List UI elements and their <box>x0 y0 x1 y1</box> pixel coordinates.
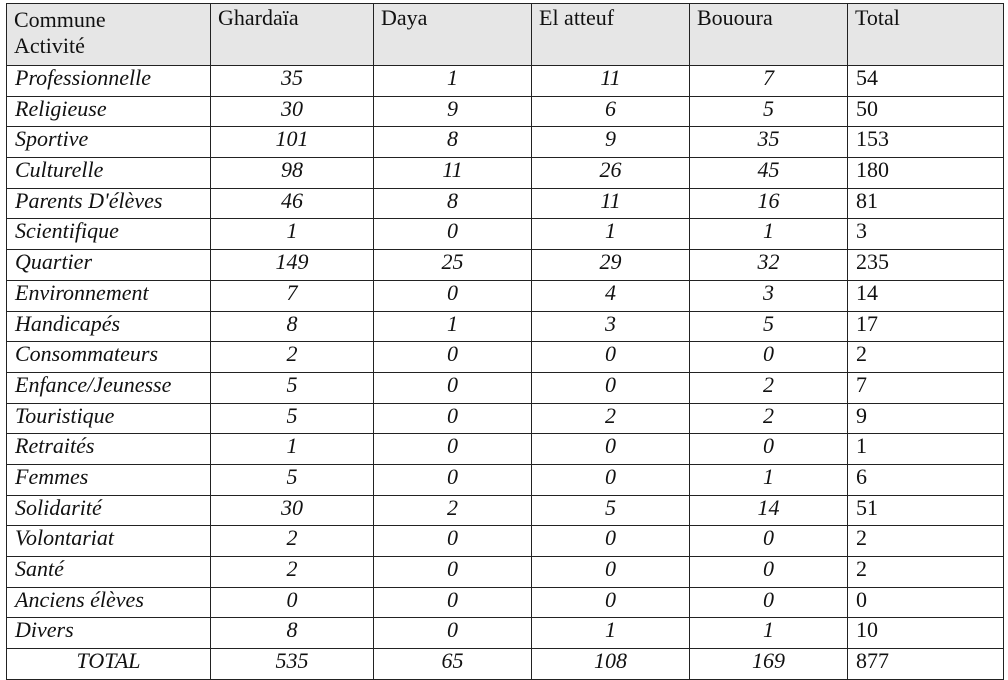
table-row <box>7 372 1004 403</box>
cell-bououra: 3 <box>690 280 848 311</box>
cell-daya: 25 <box>374 250 532 281</box>
cell-total: 1 <box>848 434 1004 465</box>
cell-ghardaia: 30 <box>211 96 374 127</box>
cell-bououra: 2 <box>690 403 848 434</box>
total-label: TOTAL <box>7 649 211 680</box>
cell-ghardaia: 2 <box>211 342 374 373</box>
cell-bououra: 169 <box>690 649 848 680</box>
activity-label: Religieuse <box>7 96 211 127</box>
table-row <box>7 311 1004 342</box>
cell-bououra: 0 <box>690 434 848 465</box>
activity-label: Volontariat <box>7 526 211 557</box>
activity-label: Handicapés <box>7 311 211 342</box>
table-row <box>7 618 1004 649</box>
table-row <box>7 495 1004 526</box>
table-row <box>7 434 1004 465</box>
table-row <box>7 66 1004 97</box>
cell-el-atteuf: 0 <box>532 342 690 373</box>
table-body <box>7 66 1004 680</box>
cell-el-atteuf: 3 <box>532 311 690 342</box>
cell-bououra: 45 <box>690 158 848 189</box>
cell-bououra: 0 <box>690 557 848 588</box>
cell-el-atteuf: 11 <box>532 66 690 97</box>
cell-daya: 9 <box>374 96 532 127</box>
cell-daya: 0 <box>374 587 532 618</box>
cell-daya: 1 <box>374 66 532 97</box>
cell-daya: 0 <box>374 280 532 311</box>
cell-total: 7 <box>848 372 1004 403</box>
cell-el-atteuf: 26 <box>532 158 690 189</box>
table-row <box>7 526 1004 557</box>
cell-ghardaia: 535 <box>211 649 374 680</box>
cell-bououra: 14 <box>690 495 848 526</box>
cell-daya: 0 <box>374 372 532 403</box>
table-row <box>7 250 1004 281</box>
header-daya: Daya <box>374 4 532 66</box>
activity-label: Femmes <box>7 464 211 495</box>
activity-label: Anciens élèves <box>7 587 211 618</box>
cell-bououra: 0 <box>690 342 848 373</box>
cell-total: 2 <box>848 526 1004 557</box>
activity-label: Enfance/Jeunesse <box>7 372 211 403</box>
cell-total: 81 <box>848 188 1004 219</box>
cell-total: 877 <box>848 649 1004 680</box>
cell-el-atteuf: 29 <box>532 250 690 281</box>
table-row <box>7 158 1004 189</box>
cell-ghardaia: 8 <box>211 311 374 342</box>
cell-total: 50 <box>848 96 1004 127</box>
activity-label: Divers <box>7 618 211 649</box>
cell-daya: 8 <box>374 127 532 158</box>
cell-total: 153 <box>848 127 1004 158</box>
table-row <box>7 219 1004 250</box>
cell-bououra: 0 <box>690 526 848 557</box>
cell-daya: 0 <box>374 219 532 250</box>
table-header <box>7 4 1004 66</box>
cell-el-atteuf: 9 <box>532 127 690 158</box>
cell-daya: 65 <box>374 649 532 680</box>
cell-el-atteuf: 0 <box>532 464 690 495</box>
table-row <box>7 188 1004 219</box>
cell-ghardaia: 0 <box>211 587 374 618</box>
header-total: Total <box>848 4 1004 66</box>
cell-daya: 0 <box>374 464 532 495</box>
cell-ghardaia: 46 <box>211 188 374 219</box>
cell-total: 6 <box>848 464 1004 495</box>
activity-label: Sportive <box>7 127 211 158</box>
cell-el-atteuf: 6 <box>532 96 690 127</box>
cell-daya: 0 <box>374 557 532 588</box>
cell-el-atteuf: 2 <box>532 403 690 434</box>
cell-bououra: 2 <box>690 372 848 403</box>
cell-bououra: 1 <box>690 219 848 250</box>
cell-el-atteuf: 11 <box>532 188 690 219</box>
cell-total: 10 <box>848 618 1004 649</box>
cell-bououra: 35 <box>690 127 848 158</box>
cell-total: 3 <box>848 219 1004 250</box>
cell-bououra: 32 <box>690 250 848 281</box>
activity-label: Consommateurs <box>7 342 211 373</box>
table-row <box>7 127 1004 158</box>
cell-el-atteuf: 4 <box>532 280 690 311</box>
cell-el-atteuf: 0 <box>532 434 690 465</box>
cell-total: 54 <box>848 66 1004 97</box>
table-row <box>7 403 1004 434</box>
table-row <box>7 342 1004 373</box>
header-commune-label: Commune <box>14 7 106 32</box>
cell-total: 235 <box>848 250 1004 281</box>
cell-ghardaia: 35 <box>211 66 374 97</box>
header-bououra: Bououra <box>690 4 848 66</box>
cell-bououra: 1 <box>690 618 848 649</box>
cell-ghardaia: 5 <box>211 372 374 403</box>
association-table <box>6 3 1004 680</box>
header-activite-label: Activité <box>14 33 85 59</box>
header-corner-cell <box>7 4 211 66</box>
header-ghardaia: Ghardaïa <box>211 4 374 66</box>
cell-ghardaia: 2 <box>211 526 374 557</box>
cell-ghardaia: 98 <box>211 158 374 189</box>
cell-ghardaia: 30 <box>211 495 374 526</box>
table-row <box>7 96 1004 127</box>
cell-bououra: 5 <box>690 311 848 342</box>
total-row <box>7 649 1004 680</box>
cell-daya: 2 <box>374 495 532 526</box>
cell-el-atteuf: 0 <box>532 526 690 557</box>
cell-bououra: 16 <box>690 188 848 219</box>
cell-daya: 0 <box>374 618 532 649</box>
cell-el-atteuf: 5 <box>532 495 690 526</box>
cell-daya: 0 <box>374 403 532 434</box>
table-row <box>7 557 1004 588</box>
cell-bououra: 0 <box>690 587 848 618</box>
activity-label: Solidarité <box>7 495 211 526</box>
activity-label: Quartier <box>7 250 211 281</box>
cell-el-atteuf: 1 <box>532 219 690 250</box>
table-row <box>7 464 1004 495</box>
cell-ghardaia: 7 <box>211 280 374 311</box>
table-row <box>7 280 1004 311</box>
cell-ghardaia: 5 <box>211 403 374 434</box>
cell-daya: 0 <box>374 526 532 557</box>
cell-total: 17 <box>848 311 1004 342</box>
cell-daya: 0 <box>374 434 532 465</box>
cell-ghardaia: 5 <box>211 464 374 495</box>
cell-total: 9 <box>848 403 1004 434</box>
activity-label: Culturelle <box>7 158 211 189</box>
cell-total: 14 <box>848 280 1004 311</box>
cell-el-atteuf: 0 <box>532 557 690 588</box>
activity-label: Parents D'élèves <box>7 188 211 219</box>
cell-ghardaia: 2 <box>211 557 374 588</box>
cell-bououra: 7 <box>690 66 848 97</box>
cell-daya: 0 <box>374 342 532 373</box>
cell-el-atteuf: 0 <box>532 372 690 403</box>
activity-label: Retraités <box>7 434 211 465</box>
activity-label: Santé <box>7 557 211 588</box>
cell-total: 51 <box>848 495 1004 526</box>
table-row <box>7 587 1004 618</box>
activity-label: Environnement <box>7 280 211 311</box>
cell-total: 2 <box>848 557 1004 588</box>
cell-ghardaia: 101 <box>211 127 374 158</box>
activity-label: Professionnelle <box>7 66 211 97</box>
cell-total: 0 <box>848 587 1004 618</box>
header-el-atteuf: El atteuf <box>532 4 690 66</box>
cell-ghardaia: 1 <box>211 219 374 250</box>
activity-label: Touristique <box>7 403 211 434</box>
cell-bououra: 5 <box>690 96 848 127</box>
cell-total: 2 <box>848 342 1004 373</box>
cell-ghardaia: 1 <box>211 434 374 465</box>
cell-bououra: 1 <box>690 464 848 495</box>
cell-total: 180 <box>848 158 1004 189</box>
cell-daya: 1 <box>374 311 532 342</box>
activity-label: Scientifique <box>7 219 211 250</box>
cell-daya: 11 <box>374 158 532 189</box>
cell-ghardaia: 8 <box>211 618 374 649</box>
cell-el-atteuf: 1 <box>532 618 690 649</box>
cell-el-atteuf: 108 <box>532 649 690 680</box>
cell-el-atteuf: 0 <box>532 587 690 618</box>
header-row <box>7 4 1004 66</box>
cell-daya: 8 <box>374 188 532 219</box>
cell-ghardaia: 149 <box>211 250 374 281</box>
